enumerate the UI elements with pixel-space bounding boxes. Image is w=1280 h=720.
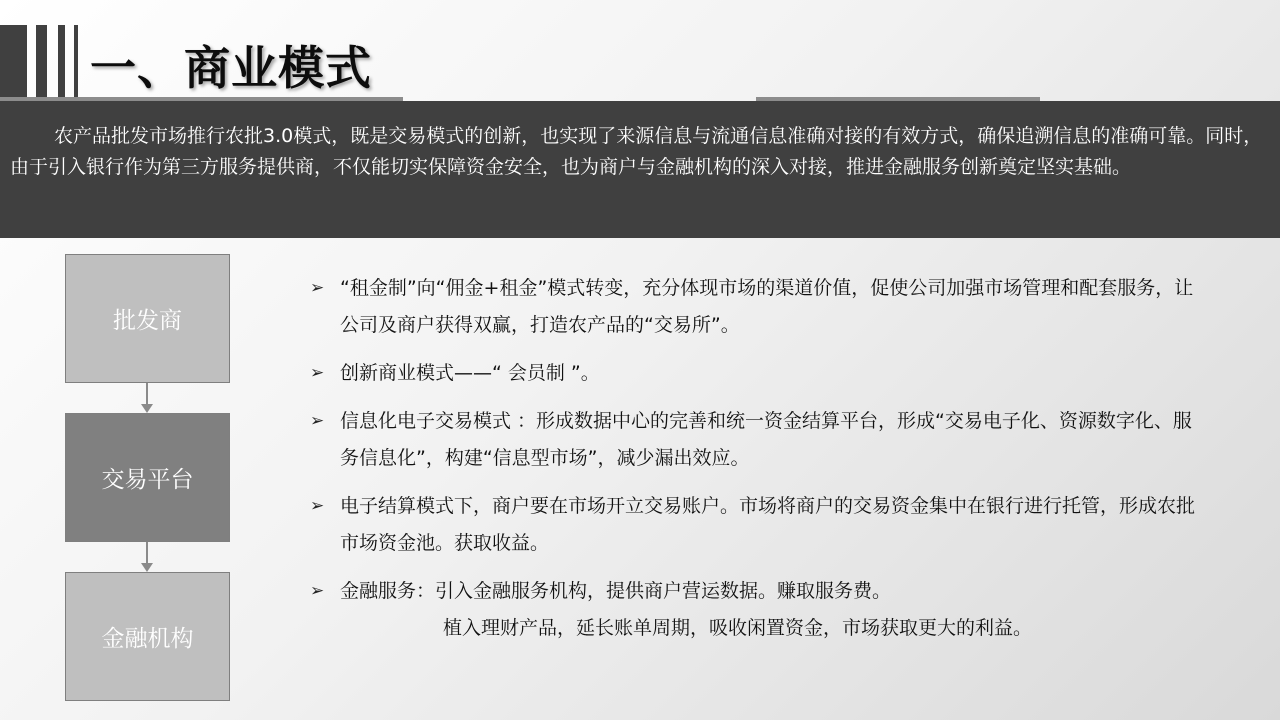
flow-box-platform — [65, 413, 230, 542]
flow-arrow — [141, 383, 153, 413]
header-stripe — [74, 25, 78, 97]
list-item — [308, 403, 1208, 477]
list-item — [308, 573, 1208, 647]
flow-box-label: 金融机构 — [101, 626, 194, 652]
flow-box-financial-institution — [65, 572, 230, 701]
bullet-continuation: 植入理财产品，延长账单周期，吸收闲置资金，市场获取更大的利益。 — [443, 617, 1033, 639]
arrow-bullet-icon: ➢ — [310, 411, 325, 431]
header-stripe — [36, 25, 47, 97]
arrow-bullet-icon: ➢ — [310, 278, 325, 298]
header-stripe — [0, 25, 27, 97]
intro-band — [0, 101, 1280, 238]
list-item — [308, 270, 1208, 344]
flow-box-label: 交易平台 — [101, 467, 194, 493]
bullet-text: “租金制”向“佣金+租金”模式转变，充分体现市场的渠道价值，促使公司加强市场管理和配套服务，让公司及商户获得双赢，打造农产品的“交易所”。 — [340, 277, 1194, 336]
flow-box-label: 批发商 — [113, 308, 182, 334]
arrow-bullet-icon: ➢ — [310, 581, 325, 601]
list-item — [308, 488, 1208, 562]
bullet-list — [308, 270, 1208, 658]
flow-box-wholesaler — [65, 254, 230, 383]
page-title: 一、商业模式 — [90, 41, 372, 95]
bullet-text: 金融服务：引入金融服务机构，提供商户营运数据。赚取服务费。 — [340, 580, 892, 602]
bullet-text: 电子结算模式下，商户要在市场开立交易账户。市场将商户的交易资金集中在银行进行托管，形成农批市场资金池。获取收益。 — [340, 495, 1196, 554]
header-stripe — [58, 25, 65, 97]
bullet-text: 创新商业模式——“ 会员制 ”。 — [340, 362, 600, 384]
arrow-bullet-icon: ➢ — [310, 363, 325, 383]
bullet-text: 信息化电子交易模式 ：形成数据中心的完善和统一资金结算平台，形成“交易电子化、资源数字化、服务信息化”，构建“信息型市场”，减少漏出效应。 — [340, 410, 1192, 469]
flow-arrow — [141, 542, 153, 572]
arrow-bullet-icon: ➢ — [310, 496, 325, 516]
list-item — [308, 355, 1208, 392]
intro-text: 农产品批发市场推行农批3.0模式，既是交易模式的创新，也实现了来源信息与流通信息准确对接的有效方式，确保追溯信息的准确可靠。同时，由于引入银行作为第三方服务提供商，不仅能切实保障资金安全，也为商户与金融机构的深入对接，推进金融服务创新奠定坚实基础。 — [10, 125, 1263, 178]
